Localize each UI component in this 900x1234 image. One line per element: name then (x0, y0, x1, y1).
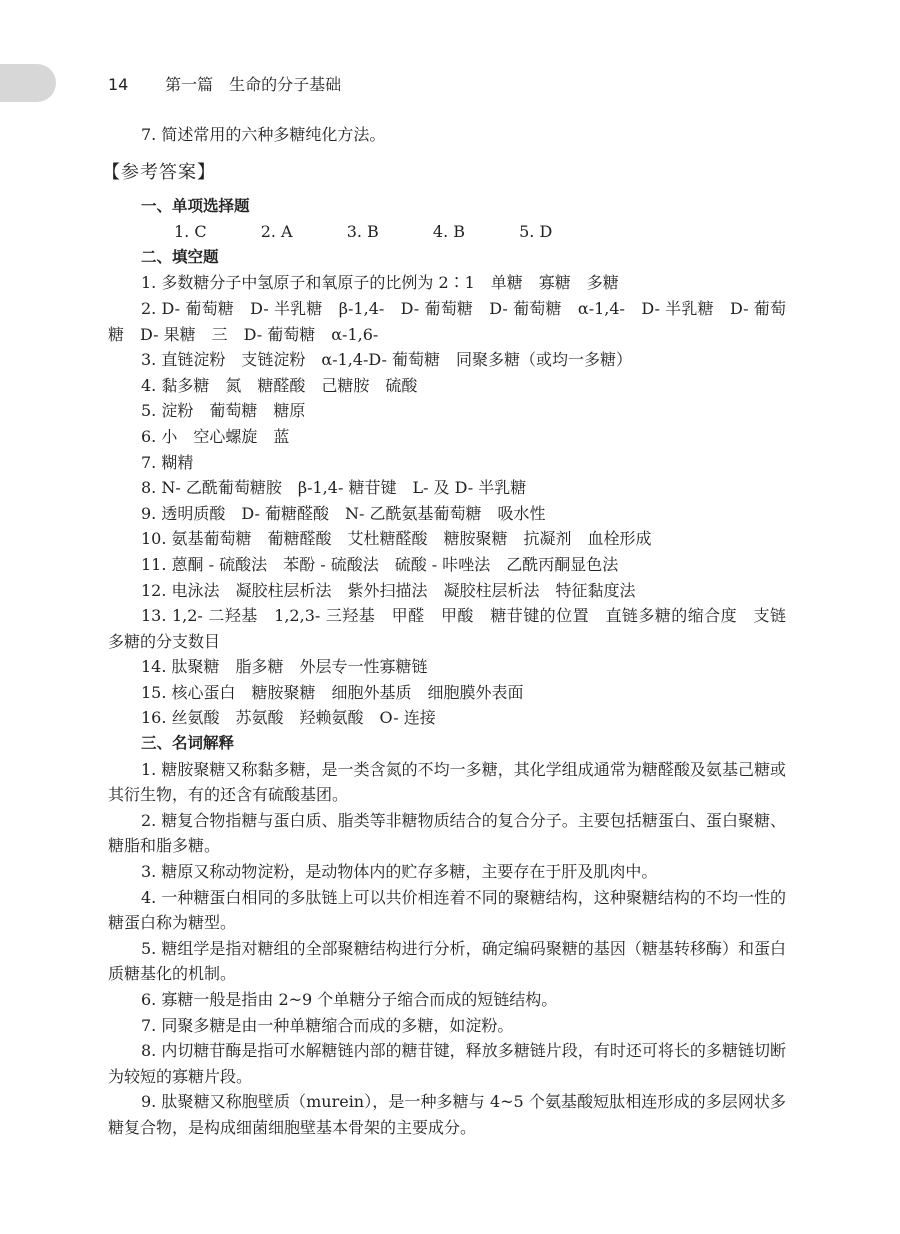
section-1-heading: 一、单项选择题 (141, 196, 250, 215)
fill-answer: 10. 氨基葡萄糖 葡糖醛酸 艾杜糖醛酸 糖胺聚糖 抗凝剂 血栓形成 (141, 529, 652, 549)
term-definition: 9. 肽聚糖又称胞壁质（murein），是一种多糖与 4~5 个氨基酸短肽相连形成的多层网状多糖复合物，是构成细菌细胞壁基本骨架的主要成分。 (108, 1092, 786, 1137)
fill-answer: 2. D- 葡萄糖 D- 半乳糖 β-1,4- D- 葡萄糖 D- 葡萄糖 α-1,4- D- 半乳糖 D- 葡萄糖 D- 果糖 三 D- 葡萄糖 α-1,6- (108, 298, 786, 344)
choice-answer: 4. B (432, 222, 465, 242)
answer-title: 【参考答案】 (102, 161, 216, 183)
fill-answer: 9. 透明质酸 D- 葡糖醛酸 N- 乙酰氨基葡萄糖 吸水性 (141, 503, 546, 523)
choice-answer: 2. A (260, 222, 293, 242)
running-header (108, 72, 341, 95)
fill-answer: 4. 黏多糖 氮 糖醛酸 己糖胺 硫酸 (141, 375, 418, 395)
fill-answer: 1. 多数糖分子中氢原子和氧原子的比例为 2∶1 单糖 寡糖 多糖 (141, 273, 619, 293)
part-title: 第一篇 生命的分子基础 (165, 75, 342, 94)
fill-answer: 11. 蒽酮 - 硫酸法 苯酚 - 硫酸法 硫酸 - 咔唑法 乙酰丙酮显色法 (141, 554, 619, 574)
question-7: 7. 简述常用的六种多糖纯化方法。 (141, 125, 386, 144)
section-2-heading: 二、填空题 (141, 247, 219, 266)
term-definition: 5. 糖组学是指对糖组的全部聚糖结构进行分析，确定编码聚糖的基因（糖基转移酶）和蛋白质糖基化的机制。 (108, 938, 786, 984)
fill-answer: 15. 核心蛋白 糖胺聚糖 细胞外基质 细胞膜外表面 (141, 682, 524, 702)
choice-answer: 1. C (174, 222, 207, 242)
term-definition: 1. 糖胺聚糖又称黏多糖，是一类含氮的不均一多糖，其化学组成通常为糖醛酸及氨基己糖或其衍生物，有的还含有硫酸基团。 (108, 759, 786, 805)
section-3-heading: 三、名词解释 (141, 734, 235, 753)
term-definition: 8. 内切糖苷酶是指可水解糖链内部的糖苷键，释放多糖链片段，有时还可将长的多糖链切断为较短的寡糖片段。 (108, 1041, 786, 1086)
fill-answer: 13. 1,2- 二羟基 1,2,3- 三羟基 甲醛 甲酸 糖苷键的位置 直链多糖的缩合度 支链多糖的分支数目 (108, 606, 786, 651)
term-definition: 2. 糖复合物指糖与蛋白质、脂类等非糖物质结合的复合分子。主要包括糖蛋白、蛋白聚糖、糖脂和脂多糖。 (108, 810, 786, 856)
choice-answers (108, 219, 786, 245)
fill-answer: 16. 丝氨酸 苏氨酸 羟赖氨酸 O- 连接 (141, 708, 436, 728)
choice-answer: 5. D (519, 222, 553, 242)
fill-answer: 8. N- 乙酰葡萄糖胺 β-1,4- 糖苷键 L- 及 D- 半乳糖 (141, 478, 527, 498)
page-content (102, 122, 786, 1141)
fill-answer: 6. 小 空心螺旋 蓝 (141, 426, 290, 446)
fill-answer: 7. 糊精 (141, 452, 194, 472)
fill-answer: 5. 淀粉 葡萄糖 糖原 (141, 401, 306, 421)
fill-answer: 14. 肽聚糖 脂多糖 外层专一性寡糖链 (141, 657, 428, 677)
fill-answer: 12. 电泳法 凝胶柱层析法 紫外扫描法 凝胶柱层析法 特征黏度法 (141, 580, 636, 600)
term-definition: 4. 一种糖蛋白相同的多肽链上可以共价相连着不同的聚糖结构，这种聚糖结构的不均一性的糖蛋白称为糖型。 (108, 887, 786, 933)
page-number: 14 (108, 75, 129, 94)
term-definition: 6. 寡糖一般是指由 2~9 个单糖分子缩合而成的短链结构。 (141, 990, 558, 1009)
fill-answer: 3. 直链淀粉 支链淀粉 α-1,4-D- 葡萄糖 同聚多糖（或均一多糖） (141, 350, 633, 370)
choice-answer: 3. B (346, 222, 379, 242)
page-edge-tab (0, 64, 56, 102)
term-definition: 3. 糖原又称动物淀粉，是动物体内的贮存多糖，主要存在于肝及肌肉中。 (141, 862, 658, 882)
term-definition: 7. 同聚多糖是由一种单糖缩合而成的多糖，如淀粉。 (141, 1015, 514, 1035)
